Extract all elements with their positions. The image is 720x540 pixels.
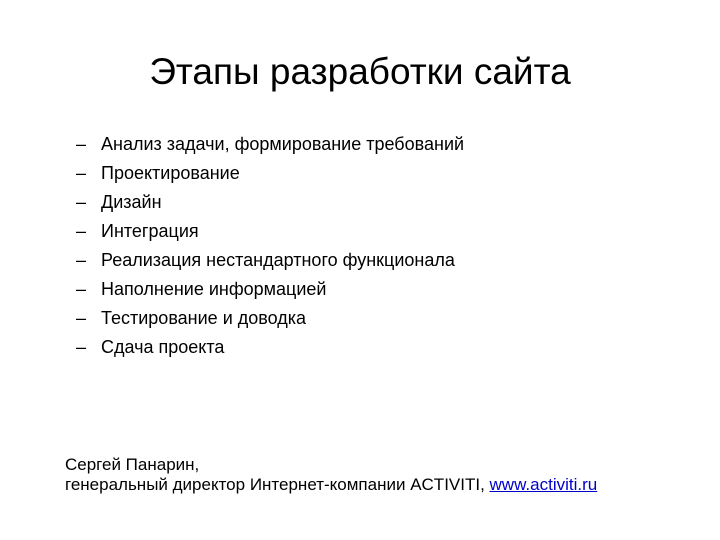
list-item xyxy=(76,188,464,217)
dash-bullet-icon: – xyxy=(76,308,87,328)
dash-bullet-icon: – xyxy=(76,337,87,357)
dash-bullet-icon: – xyxy=(76,279,87,299)
list-item-text: Сдача проекта xyxy=(101,337,225,357)
list-item-text: Дизайн xyxy=(101,192,162,212)
dash-bullet-icon: – xyxy=(76,134,87,154)
list-item xyxy=(76,159,464,188)
author-footer xyxy=(65,455,597,495)
author-name: Сергей Панарин, xyxy=(65,455,200,474)
dash-bullet-icon: – xyxy=(76,221,87,241)
website-link[interactable]: www.activiti.ru xyxy=(489,475,598,494)
slide-title: Этапы разработки сайта xyxy=(149,51,571,92)
dash-bullet-icon: – xyxy=(76,192,87,212)
list-item xyxy=(76,275,464,304)
list-item xyxy=(76,304,464,333)
list-item xyxy=(76,217,464,246)
list-item-text: Наполнение информацией xyxy=(101,279,327,299)
stages-list xyxy=(76,130,464,362)
dash-bullet-icon: – xyxy=(76,163,87,183)
list-item-text: Анализ задачи, формирование требований xyxy=(101,134,465,154)
list-item xyxy=(76,130,464,159)
author-position-line xyxy=(65,475,597,495)
list-item-text: Тестирование и доводка xyxy=(101,308,307,328)
author-position: генеральный директор Интернет-компании ACTIVITI, xyxy=(65,475,490,494)
dash-bullet-icon: – xyxy=(76,250,87,270)
list-item-text: Проектирование xyxy=(101,163,240,183)
list-item xyxy=(76,333,464,362)
list-item-text: Интеграция xyxy=(101,221,199,241)
list-item xyxy=(76,246,464,275)
list-item-text: Реализация нестандартного функционала xyxy=(101,250,455,270)
